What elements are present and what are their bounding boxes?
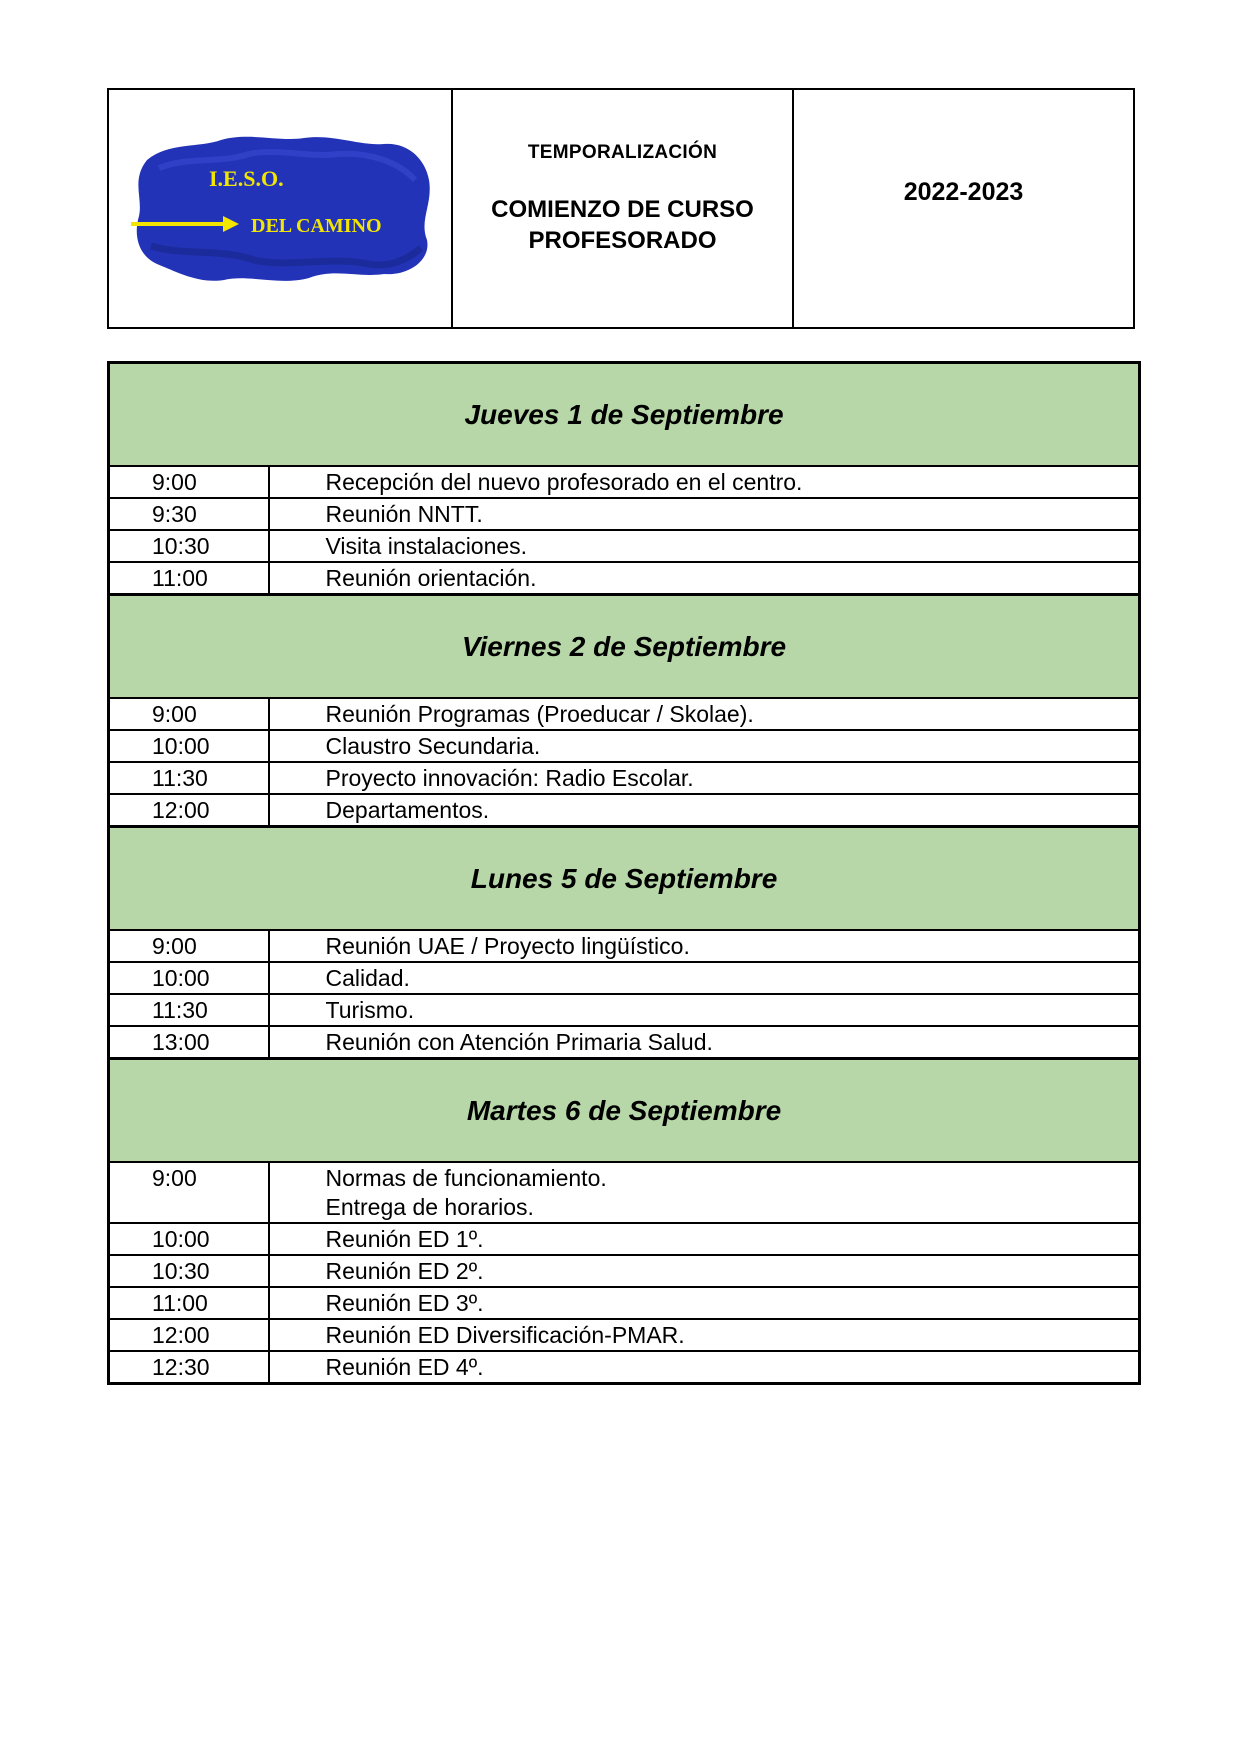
day-title: Lunes 5 de Septiembre — [109, 827, 1140, 931]
schedule-row — [109, 1255, 1140, 1287]
activity-cell: Reunión ED 1º. — [269, 1223, 1140, 1255]
activity-cell: Visita instalaciones. — [269, 530, 1140, 562]
activity-cell: Claustro Secundaria. — [269, 730, 1140, 762]
logo-text-ieso: I.E.S.O. — [209, 166, 284, 191]
schedule-row — [109, 1351, 1140, 1384]
school-year: 2022-2023 — [903, 178, 1024, 206]
day-title: Jueves 1 de Septiembre — [109, 363, 1140, 467]
time-cell: 10:00 — [109, 730, 269, 762]
logo-cell — [109, 90, 453, 327]
logo-text-camino: DEL CAMINO — [251, 215, 382, 237]
schedule-row — [109, 730, 1140, 762]
time-cell: 9:00 — [109, 930, 269, 962]
schedule-row — [109, 530, 1140, 562]
day-header-row — [109, 1059, 1140, 1163]
activity-cell: Reunión Programas (Proeducar / Skolae). — [269, 698, 1140, 730]
school-logo-image — [129, 128, 435, 288]
activity-cell: Reunión ED Diversificación-PMAR. — [269, 1319, 1140, 1351]
school-logo — [129, 128, 435, 288]
activity-line-1: Normas de funcionamiento. — [325, 1165, 607, 1191]
time-cell: 11:00 — [109, 562, 269, 595]
schedule-row — [109, 1319, 1140, 1351]
schedule-row — [109, 930, 1140, 962]
day-header-row — [109, 595, 1140, 699]
activity-line-2: Entrega de horarios. — [325, 1194, 534, 1220]
activity-cell: Recepción del nuevo profesorado en el centro. — [269, 466, 1140, 498]
title-cell — [453, 90, 794, 327]
day-title: Martes 6 de Septiembre — [109, 1059, 1140, 1163]
time-cell: 9:00 — [109, 466, 269, 498]
title-line-2: PROFESORADO — [528, 227, 717, 254]
schedule-row — [109, 698, 1140, 730]
schedule-row — [109, 1026, 1140, 1059]
activity-cell: Calidad. — [269, 962, 1140, 994]
time-cell: 9:00 — [109, 1162, 269, 1223]
schedule-table — [107, 361, 1141, 1385]
time-cell: 11:30 — [109, 762, 269, 794]
activity-cell: Reunión NNTT. — [269, 498, 1140, 530]
day-header-row — [109, 827, 1140, 931]
schedule-row — [109, 1162, 1140, 1223]
schedule-row — [109, 762, 1140, 794]
time-cell: 12:30 — [109, 1351, 269, 1384]
schedule-row — [109, 466, 1140, 498]
schedule-row — [109, 1223, 1140, 1255]
time-cell: 10:30 — [109, 1255, 269, 1287]
day-header-row — [109, 363, 1140, 467]
time-cell: 12:00 — [109, 1319, 269, 1351]
activity-cell: Proyecto innovación: Radio Escolar. — [269, 762, 1140, 794]
schedule-row — [109, 994, 1140, 1026]
activity-cell: Turismo. — [269, 994, 1140, 1026]
activity-cell: Reunión ED 4º. — [269, 1351, 1140, 1384]
time-cell: 10:30 — [109, 530, 269, 562]
time-cell: 9:30 — [109, 498, 269, 530]
title-line-1: COMIENZO DE CURSO — [491, 196, 754, 223]
day-title: Viernes 2 de Septiembre — [109, 595, 1140, 699]
document-header — [107, 88, 1135, 329]
time-cell: 11:30 — [109, 994, 269, 1026]
year-cell — [794, 90, 1133, 327]
time-cell: 10:00 — [109, 962, 269, 994]
activity-cell — [269, 1162, 1140, 1223]
time-cell: 10:00 — [109, 1223, 269, 1255]
activity-cell: Departamentos. — [269, 794, 1140, 827]
time-cell: 9:00 — [109, 698, 269, 730]
activity-cell: Reunión ED 2º. — [269, 1255, 1140, 1287]
document-title — [453, 194, 792, 256]
schedule-row — [109, 794, 1140, 827]
schedule-row — [109, 962, 1140, 994]
activity-cell: Reunión orientación. — [269, 562, 1140, 595]
title-temporalizacion: TEMPORALIZACIÓN — [527, 142, 718, 163]
activity-cell: Reunión UAE / Proyecto lingüístico. — [269, 930, 1140, 962]
schedule-row — [109, 1287, 1140, 1319]
time-cell: 13:00 — [109, 1026, 269, 1059]
schedule-row — [109, 498, 1140, 530]
time-cell: 12:00 — [109, 794, 269, 827]
activity-cell: Reunión ED 3º. — [269, 1287, 1140, 1319]
time-cell: 11:00 — [109, 1287, 269, 1319]
activity-cell: Reunión con Atención Primaria Salud. — [269, 1026, 1140, 1059]
schedule-row — [109, 562, 1140, 595]
